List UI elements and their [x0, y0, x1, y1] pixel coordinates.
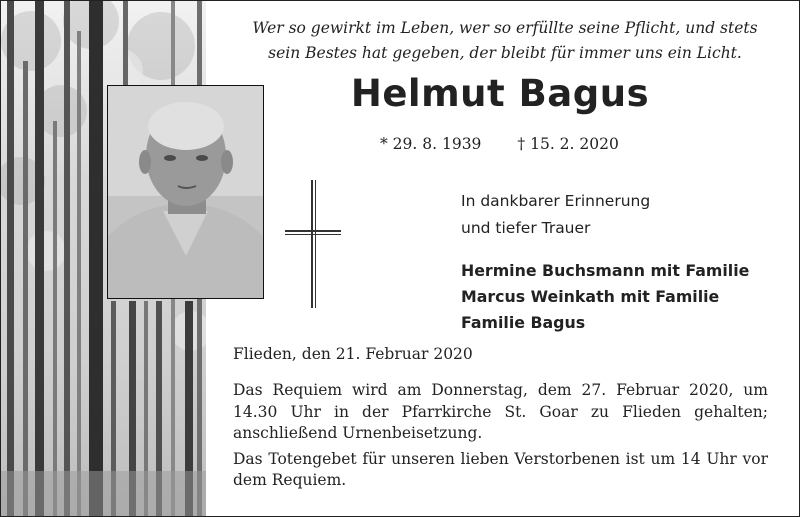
mourning-line-1: In dankbarer Erinnerung	[461, 192, 651, 210]
requiem-paragraph: Das Requiem wird am Donnerstag, dem 27. Februar 2020, um 14.30 Uhr in der Pfarrkirche St. Goar zu Flieden gehalten; anschließend Urnenbeisetzung.	[233, 381, 768, 442]
deceased-name: Helmut Bagus	[350, 72, 650, 115]
family-name: Hermine Buchsmann mit Familie	[461, 261, 750, 280]
mourning-line-2: und tiefer Trauer	[461, 219, 591, 237]
life-dates	[380, 135, 619, 153]
birth-date: * 29. 8. 1939	[380, 135, 482, 153]
family-name: Marcus Weinkath mit Familie	[461, 287, 720, 306]
verse-line-1: Wer so gewirkt im Leben, wer so erfüllte seine Pflicht, und stets	[252, 19, 758, 37]
mourning-text	[461, 188, 650, 242]
place-and-date: Flieden, den 21. Februar 2020	[233, 345, 473, 363]
service-information	[233, 380, 768, 496]
verse-line-2: sein Bestes hat gegeben, der bleibt für immer uns ein Licht.	[268, 44, 742, 62]
family-name: Familie Bagus	[461, 313, 586, 332]
portrait-photo	[107, 85, 264, 299]
death-date: † 15. 2. 2020	[517, 135, 619, 153]
cross-icon	[285, 180, 341, 308]
family-list	[461, 258, 749, 336]
memorial-verse	[240, 16, 770, 66]
prayer-paragraph: Das Totengebet für unseren lieben Verstorbenen ist um 14 Uhr vor dem Requiem.	[233, 449, 768, 489]
